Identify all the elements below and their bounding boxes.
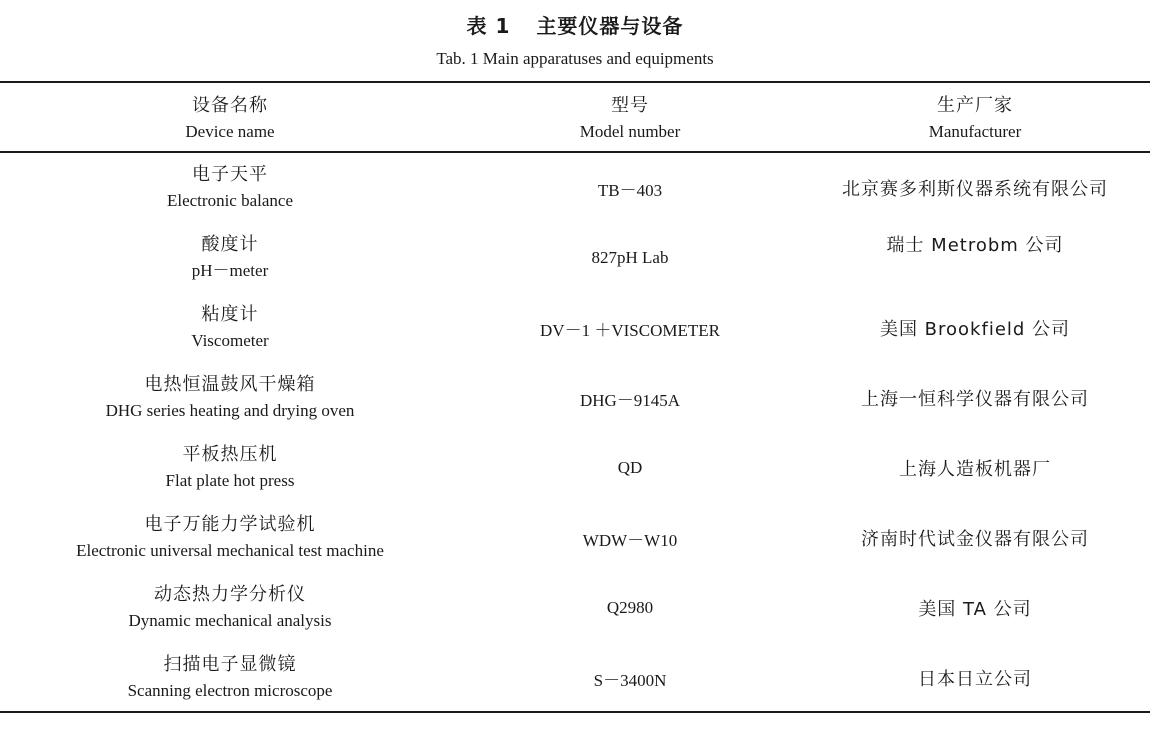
table-body <box>0 153 1150 713</box>
device-cell <box>0 162 460 214</box>
table-caption-en: Tab. 1 Main apparatuses and equipments <box>436 49 714 68</box>
manufacturer-cell: 日本日立公司 <box>918 669 1032 690</box>
manufacturer-cell: 上海人造板机器厂 <box>899 459 1051 480</box>
model-cell: WDW－W10 <box>582 530 678 550</box>
device-cell <box>0 652 460 704</box>
device-name-cn: 电热恒温鼓风干燥箱 <box>144 374 316 395</box>
model-cell: S－3400N <box>593 670 667 690</box>
table-row <box>0 363 1150 433</box>
device-cell <box>0 512 460 564</box>
header-model-cn: 型号 <box>611 95 649 116</box>
device-name-cn: 动态热力学分析仪 <box>154 584 306 605</box>
device-cell <box>0 582 460 634</box>
header-model-en: Model number <box>579 122 681 141</box>
manufacturer-cell: 美国 Brookfield 公司 <box>879 319 1071 340</box>
device-name-en: Scanning electron microscope <box>127 681 333 700</box>
header-manufacturer-cn: 生产厂家 <box>937 95 1013 116</box>
table-row <box>0 223 1150 293</box>
header-model <box>460 93 800 145</box>
device-name-cn: 平板热压机 <box>182 444 278 465</box>
header-row <box>0 90 1150 148</box>
device-name-en: Flat plate hot press <box>165 471 295 490</box>
table-row <box>0 433 1150 503</box>
model-cell: DHG－9145A <box>579 390 681 410</box>
device-cell <box>0 302 460 354</box>
model-cell: TB－403 <box>597 180 663 200</box>
device-name-en: Dynamic mechanical analysis <box>128 611 332 630</box>
device-cell <box>0 372 460 424</box>
device-name-en: Viscometer <box>191 331 269 350</box>
table-row <box>0 643 1150 713</box>
table-row <box>0 153 1150 223</box>
device-name-cn: 扫描电子显微镜 <box>163 654 297 675</box>
model-cell: DV－1 ＋VISCOMETER <box>540 320 720 340</box>
device-cell <box>0 442 460 494</box>
device-cell <box>0 232 460 284</box>
device-name-cn: 电子万能力学试验机 <box>144 514 316 535</box>
model-cell: Q2980 <box>606 598 654 617</box>
table-row <box>0 293 1150 363</box>
device-name-en: pH－meter <box>191 261 269 280</box>
manufacturer-cell: 美国 TA 公司 <box>918 599 1032 620</box>
table-row <box>0 573 1150 643</box>
bottom-rule <box>0 711 1150 713</box>
header-device-en: Device name <box>185 122 275 141</box>
top-rule <box>0 81 1150 83</box>
table-caption-cn <box>0 10 1150 39</box>
device-name-cn: 粘度计 <box>201 304 259 325</box>
manufacturer-cell: 瑞士 Metrobm 公司 <box>886 235 1064 256</box>
device-name-en: Electronic balance <box>166 191 293 210</box>
table-title-cn: 主要仪器与设备 <box>536 14 684 38</box>
header-device <box>0 93 460 145</box>
table-row <box>0 503 1150 573</box>
header-manufacturer <box>800 93 1150 145</box>
header-device-cn: 设备名称 <box>192 95 268 116</box>
table-number: 表 1 <box>466 14 511 38</box>
device-name-cn: 电子天平 <box>192 164 268 185</box>
device-name-en: DHG series heating and drying oven <box>105 401 355 420</box>
model-cell: QD <box>617 458 643 477</box>
device-name-en: Electronic universal mechanical test machine <box>76 541 384 560</box>
header-manufacturer-en: Manufacturer <box>928 122 1022 141</box>
model-cell: 827pH Lab <box>591 248 669 267</box>
manufacturer-cell: 上海一恒科学仪器有限公司 <box>861 389 1089 410</box>
device-name-cn: 酸度计 <box>201 234 259 255</box>
table-header <box>0 90 1150 148</box>
manufacturer-cell: 北京赛多利斯仪器系统有限公司 <box>842 179 1108 200</box>
manufacturer-cell: 济南时代试金仪器有限公司 <box>861 529 1089 550</box>
